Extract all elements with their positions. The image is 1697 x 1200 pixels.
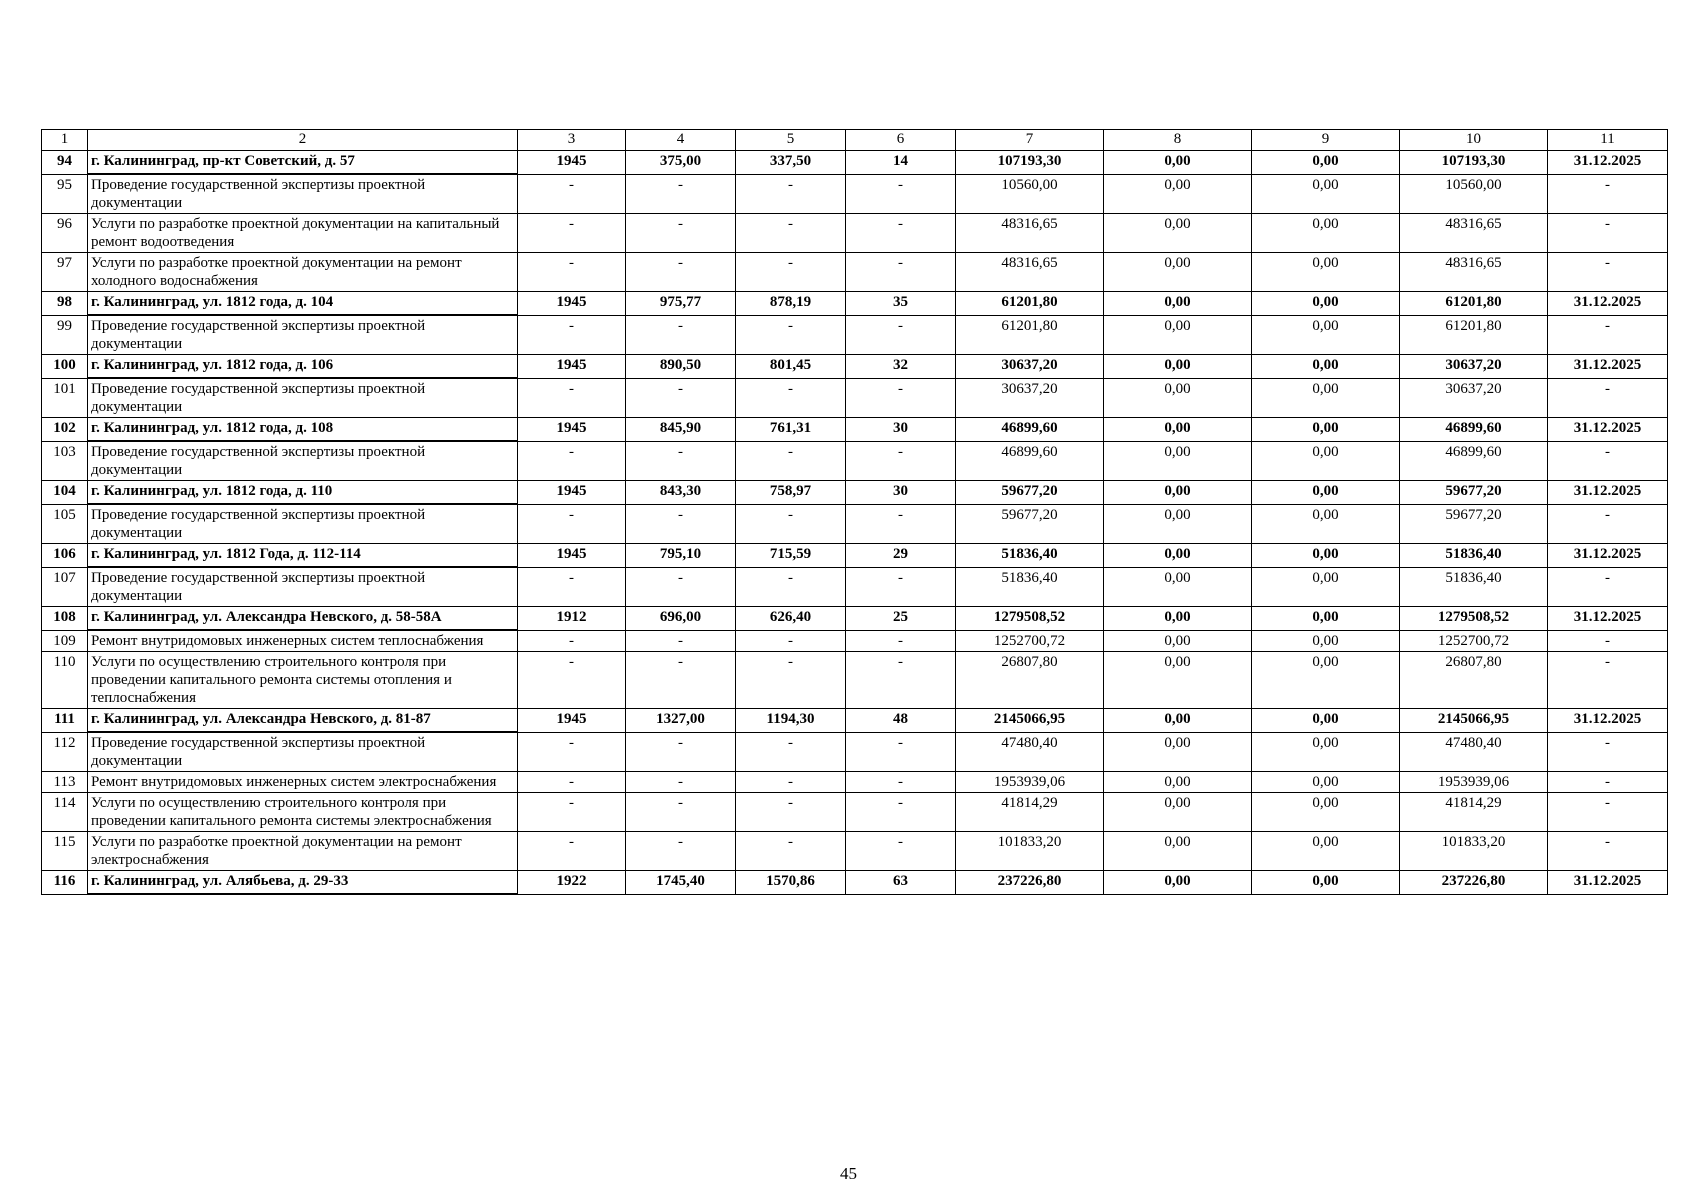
cell-area-total: 845,90	[626, 418, 736, 442]
row-number: 107	[42, 567, 88, 607]
cell-residents: 48	[846, 709, 956, 733]
cell-date: -	[1548, 793, 1668, 832]
cell-col10: 48316,65	[1400, 253, 1548, 292]
address-row	[42, 544, 1668, 568]
cell-name: Услуги по осуществлению строительного контроля при проведении капитального ремонта системы отопления и теплоснабжения	[88, 652, 518, 709]
row-number: 96	[42, 214, 88, 253]
column-number-6: 6	[846, 130, 956, 151]
cell-year: -	[518, 214, 626, 253]
cell-area-total: -	[626, 772, 736, 793]
cell-col9: 0,00	[1252, 567, 1400, 607]
cell-area-living: -	[736, 772, 846, 793]
cell-area-total: -	[626, 315, 736, 355]
row-number: 114	[42, 793, 88, 832]
cell-col8: 0,00	[1104, 355, 1252, 379]
work-row	[42, 772, 1668, 793]
row-number: 110	[42, 652, 88, 709]
cell-name: г. Калининград, ул. 1812 Года, д. 112-114	[88, 544, 518, 568]
cell-area-living: -	[736, 793, 846, 832]
cell-col10: 237226,80	[1400, 871, 1548, 895]
cell-residents: 29	[846, 544, 956, 568]
cell-year: -	[518, 652, 626, 709]
cell-area-living: 626,40	[736, 607, 846, 631]
cell-area-living: -	[736, 214, 846, 253]
cell-col10: 46899,60	[1400, 418, 1548, 442]
cell-area-living: 801,45	[736, 355, 846, 379]
cell-cost-total: 10560,00	[956, 174, 1104, 214]
cell-col9: 0,00	[1252, 544, 1400, 568]
cell-cost-total: 1279508,52	[956, 607, 1104, 631]
cell-residents: -	[846, 732, 956, 772]
cell-col9: 0,00	[1252, 481, 1400, 505]
cell-year: -	[518, 174, 626, 214]
cell-date: 31.12.2025	[1548, 292, 1668, 316]
cell-col8: 0,00	[1104, 652, 1252, 709]
cell-area-total: -	[626, 832, 736, 871]
cell-area-living: -	[736, 174, 846, 214]
cell-area-living: 1570,86	[736, 871, 846, 895]
cell-cost-total: 237226,80	[956, 871, 1104, 895]
row-number: 111	[42, 709, 88, 733]
cell-date: 31.12.2025	[1548, 871, 1668, 895]
cell-col9: 0,00	[1252, 709, 1400, 733]
cell-area-living: -	[736, 567, 846, 607]
cell-col9: 0,00	[1252, 630, 1400, 652]
column-number-1: 1	[42, 130, 88, 151]
cell-year: -	[518, 253, 626, 292]
cell-col10: 30637,20	[1400, 355, 1548, 379]
cell-area-living: -	[736, 832, 846, 871]
cell-cost-total: 51836,40	[956, 544, 1104, 568]
cell-residents: -	[846, 652, 956, 709]
cell-cost-total: 59677,20	[956, 481, 1104, 505]
cell-date: 31.12.2025	[1548, 607, 1668, 631]
row-number: 105	[42, 504, 88, 544]
repair-program-table	[41, 129, 1668, 895]
cell-col8: 0,00	[1104, 544, 1252, 568]
cell-residents: 14	[846, 151, 956, 175]
cell-residents: -	[846, 214, 956, 253]
cell-area-total: 375,00	[626, 151, 736, 175]
cell-area-living: -	[736, 378, 846, 418]
cell-residents: -	[846, 772, 956, 793]
cell-name: г. Калининград, ул. 1812 года, д. 110	[88, 481, 518, 505]
address-row	[42, 871, 1668, 895]
cell-date: -	[1548, 772, 1668, 793]
cell-date: 31.12.2025	[1548, 151, 1668, 175]
cell-col10: 10560,00	[1400, 174, 1548, 214]
cell-name: Услуги по разработке проектной документации на капитальный ремонт водоотведения	[88, 214, 518, 253]
cell-name: Услуги по разработке проектной документации на ремонт холодного водоснабжения	[88, 253, 518, 292]
cell-area-total: -	[626, 504, 736, 544]
cell-date: -	[1548, 174, 1668, 214]
cell-col10: 47480,40	[1400, 732, 1548, 772]
cell-cost-total: 101833,20	[956, 832, 1104, 871]
cell-date: -	[1548, 567, 1668, 607]
cell-cost-total: 61201,80	[956, 292, 1104, 316]
cell-cost-total: 48316,65	[956, 253, 1104, 292]
cell-col9: 0,00	[1252, 732, 1400, 772]
cell-area-total: -	[626, 174, 736, 214]
cell-area-total: -	[626, 793, 736, 832]
row-number: 102	[42, 418, 88, 442]
column-number-9: 9	[1252, 130, 1400, 151]
work-row	[42, 630, 1668, 652]
cell-area-total: 1327,00	[626, 709, 736, 733]
cell-name: Услуги по осуществлению строительного контроля при проведении капитального ремонта системы электроснабжения	[88, 793, 518, 832]
row-number: 116	[42, 871, 88, 895]
cell-residents: -	[846, 441, 956, 481]
cell-col10: 107193,30	[1400, 151, 1548, 175]
cell-date: 31.12.2025	[1548, 544, 1668, 568]
cell-area-living: -	[736, 630, 846, 652]
row-number: 97	[42, 253, 88, 292]
cell-col8: 0,00	[1104, 793, 1252, 832]
cell-col9: 0,00	[1252, 378, 1400, 418]
cell-col8: 0,00	[1104, 481, 1252, 505]
cell-area-living: 715,59	[736, 544, 846, 568]
cell-col10: 101833,20	[1400, 832, 1548, 871]
cell-col8: 0,00	[1104, 709, 1252, 733]
cell-cost-total: 46899,60	[956, 418, 1104, 442]
cell-cost-total: 59677,20	[956, 504, 1104, 544]
cell-cost-total: 48316,65	[956, 214, 1104, 253]
cell-residents: -	[846, 630, 956, 652]
cell-residents: -	[846, 315, 956, 355]
cell-col10: 61201,80	[1400, 315, 1548, 355]
cell-col8: 0,00	[1104, 630, 1252, 652]
column-number-8: 8	[1104, 130, 1252, 151]
address-row	[42, 355, 1668, 379]
cell-name: Проведение государственной экспертизы проектной документации	[88, 504, 518, 544]
cell-col9: 0,00	[1252, 607, 1400, 631]
cell-col9: 0,00	[1252, 214, 1400, 253]
column-number-11: 11	[1548, 130, 1668, 151]
cell-date: 31.12.2025	[1548, 481, 1668, 505]
cell-name: Проведение государственной экспертизы проектной документации	[88, 174, 518, 214]
cell-col9: 0,00	[1252, 292, 1400, 316]
cell-residents: 35	[846, 292, 956, 316]
cell-date: -	[1548, 652, 1668, 709]
cell-residents: -	[846, 253, 956, 292]
cell-name: Проведение государственной экспертизы проектной документации	[88, 732, 518, 772]
column-number-4: 4	[626, 130, 736, 151]
cell-col10: 51836,40	[1400, 544, 1548, 568]
cell-area-total: 843,30	[626, 481, 736, 505]
row-number: 108	[42, 607, 88, 631]
cell-col9: 0,00	[1252, 652, 1400, 709]
cell-year: -	[518, 315, 626, 355]
cell-col8: 0,00	[1104, 151, 1252, 175]
cell-col8: 0,00	[1104, 214, 1252, 253]
cell-area-total: 1745,40	[626, 871, 736, 895]
cell-col9: 0,00	[1252, 772, 1400, 793]
cell-area-total: 795,10	[626, 544, 736, 568]
column-number-3: 3	[518, 130, 626, 151]
cell-name: г. Калининград, пр-кт Советский, д. 57	[88, 151, 518, 175]
work-row	[42, 174, 1668, 214]
cell-residents: 30	[846, 481, 956, 505]
cell-col10: 2145066,95	[1400, 709, 1548, 733]
cell-col10: 26807,80	[1400, 652, 1548, 709]
cell-col8: 0,00	[1104, 441, 1252, 481]
cell-name: г. Калининград, ул. Александра Невского, д. 81-87	[88, 709, 518, 733]
row-number: 100	[42, 355, 88, 379]
row-number: 112	[42, 732, 88, 772]
cell-residents: -	[846, 567, 956, 607]
cell-col8: 0,00	[1104, 871, 1252, 895]
cell-date: -	[1548, 315, 1668, 355]
row-number: 101	[42, 378, 88, 418]
cell-col9: 0,00	[1252, 355, 1400, 379]
row-number: 94	[42, 151, 88, 175]
cell-date: 31.12.2025	[1548, 418, 1668, 442]
row-number: 98	[42, 292, 88, 316]
cell-col10: 41814,29	[1400, 793, 1548, 832]
cell-cost-total: 26807,80	[956, 652, 1104, 709]
cell-col8: 0,00	[1104, 772, 1252, 793]
cell-area-living: 878,19	[736, 292, 846, 316]
cell-year: -	[518, 378, 626, 418]
cell-residents: 30	[846, 418, 956, 442]
work-row	[42, 441, 1668, 481]
work-row	[42, 378, 1668, 418]
cell-year: 1945	[518, 355, 626, 379]
cell-area-total: -	[626, 567, 736, 607]
cell-area-living: -	[736, 652, 846, 709]
cell-year: -	[518, 504, 626, 544]
cell-col8: 0,00	[1104, 174, 1252, 214]
cell-area-total: 975,77	[626, 292, 736, 316]
work-row	[42, 315, 1668, 355]
column-number-10: 10	[1400, 130, 1548, 151]
cell-area-living: -	[736, 253, 846, 292]
cell-residents: 25	[846, 607, 956, 631]
cell-date: -	[1548, 832, 1668, 871]
cell-col10: 1279508,52	[1400, 607, 1548, 631]
cell-year: -	[518, 772, 626, 793]
row-number: 109	[42, 630, 88, 652]
cell-cost-total: 41814,29	[956, 793, 1104, 832]
cell-col10: 61201,80	[1400, 292, 1548, 316]
cell-year: -	[518, 793, 626, 832]
cell-date: -	[1548, 378, 1668, 418]
cell-col8: 0,00	[1104, 607, 1252, 631]
cell-residents: -	[846, 378, 956, 418]
cell-col10: 46899,60	[1400, 441, 1548, 481]
cell-col9: 0,00	[1252, 418, 1400, 442]
cell-date: 31.12.2025	[1548, 355, 1668, 379]
cell-col10: 1252700,72	[1400, 630, 1548, 652]
cell-year: -	[518, 630, 626, 652]
cell-col8: 0,00	[1104, 315, 1252, 355]
cell-year: 1945	[518, 418, 626, 442]
cell-area-living: -	[736, 441, 846, 481]
cell-col9: 0,00	[1252, 151, 1400, 175]
column-number-2: 2	[88, 130, 518, 151]
cell-col8: 0,00	[1104, 567, 1252, 607]
cell-cost-total: 51836,40	[956, 567, 1104, 607]
address-row	[42, 481, 1668, 505]
cell-area-total: -	[626, 253, 736, 292]
cell-col9: 0,00	[1252, 871, 1400, 895]
cell-name: г. Калининград, ул. Александра Невского, д. 58-58А	[88, 607, 518, 631]
cell-area-total: -	[626, 652, 736, 709]
cell-col8: 0,00	[1104, 292, 1252, 316]
cell-area-living: -	[736, 315, 846, 355]
page-number: 45	[840, 1164, 857, 1183]
address-row	[42, 418, 1668, 442]
cell-cost-total: 2145066,95	[956, 709, 1104, 733]
cell-year: 1945	[518, 292, 626, 316]
cell-col10: 59677,20	[1400, 504, 1548, 544]
cell-col10: 48316,65	[1400, 214, 1548, 253]
cell-name: Ремонт внутридомовых инженерных систем электроснабжения	[88, 772, 518, 793]
cell-residents: 63	[846, 871, 956, 895]
cell-date: -	[1548, 441, 1668, 481]
cell-cost-total: 30637,20	[956, 355, 1104, 379]
cell-residents: -	[846, 832, 956, 871]
cell-cost-total: 1953939,06	[956, 772, 1104, 793]
cell-year: 1945	[518, 151, 626, 175]
cell-date: -	[1548, 253, 1668, 292]
cell-year: -	[518, 832, 626, 871]
cell-cost-total: 47480,40	[956, 732, 1104, 772]
cell-year: -	[518, 441, 626, 481]
row-number: 103	[42, 441, 88, 481]
cell-cost-total: 1252700,72	[956, 630, 1104, 652]
row-number: 106	[42, 544, 88, 568]
cell-col9: 0,00	[1252, 315, 1400, 355]
row-number: 95	[42, 174, 88, 214]
cell-name: Проведение государственной экспертизы проектной документации	[88, 315, 518, 355]
work-row	[42, 253, 1668, 292]
cell-col9: 0,00	[1252, 174, 1400, 214]
cell-cost-total: 61201,80	[956, 315, 1104, 355]
cell-col8: 0,00	[1104, 418, 1252, 442]
cell-year: 1945	[518, 481, 626, 505]
cell-col10: 51836,40	[1400, 567, 1548, 607]
work-row	[42, 504, 1668, 544]
cell-name: Проведение государственной экспертизы проектной документации	[88, 567, 518, 607]
address-row	[42, 709, 1668, 733]
cell-date: 31.12.2025	[1548, 709, 1668, 733]
cell-year: -	[518, 567, 626, 607]
cell-area-total: -	[626, 732, 736, 772]
cell-date: -	[1548, 214, 1668, 253]
column-number-header-row	[42, 130, 1668, 151]
cell-year: 1912	[518, 607, 626, 631]
row-number: 99	[42, 315, 88, 355]
cell-name: Ремонт внутридомовых инженерных систем теплоснабжения	[88, 630, 518, 652]
cell-name: г. Калининград, ул. 1812 года, д. 108	[88, 418, 518, 442]
row-number: 115	[42, 832, 88, 871]
cell-area-total: -	[626, 378, 736, 418]
cell-area-living: 337,50	[736, 151, 846, 175]
cell-date: -	[1548, 504, 1668, 544]
column-number-7: 7	[956, 130, 1104, 151]
cell-area-total: 696,00	[626, 607, 736, 631]
cell-name: г. Калининград, ул. Алябьева, д. 29-33	[88, 871, 518, 895]
cell-area-total: -	[626, 214, 736, 253]
address-row	[42, 292, 1668, 316]
cell-year: -	[518, 732, 626, 772]
cell-area-living: 1194,30	[736, 709, 846, 733]
cell-area-living: 761,31	[736, 418, 846, 442]
cell-area-total: 890,50	[626, 355, 736, 379]
cell-area-total: -	[626, 441, 736, 481]
cell-col9: 0,00	[1252, 441, 1400, 481]
cell-name: г. Калининград, ул. 1812 года, д. 104	[88, 292, 518, 316]
cell-year: 1945	[518, 544, 626, 568]
cell-col8: 0,00	[1104, 504, 1252, 544]
cell-col8: 0,00	[1104, 832, 1252, 871]
cell-name: Услуги по разработке проектной документации на ремонт электроснабжения	[88, 832, 518, 871]
work-row	[42, 832, 1668, 871]
cell-area-living: 758,97	[736, 481, 846, 505]
work-row	[42, 732, 1668, 772]
cell-area-living: -	[736, 732, 846, 772]
cell-col9: 0,00	[1252, 832, 1400, 871]
address-row	[42, 151, 1668, 175]
cell-area-living: -	[736, 504, 846, 544]
cell-residents: 32	[846, 355, 956, 379]
cell-cost-total: 46899,60	[956, 441, 1104, 481]
cell-cost-total: 30637,20	[956, 378, 1104, 418]
cell-col10: 59677,20	[1400, 481, 1548, 505]
table-body	[42, 130, 1668, 895]
cell-col8: 0,00	[1104, 253, 1252, 292]
cell-area-total: -	[626, 630, 736, 652]
cell-residents: -	[846, 504, 956, 544]
cell-col9: 0,00	[1252, 793, 1400, 832]
cell-date: -	[1548, 630, 1668, 652]
cell-col10: 1953939,06	[1400, 772, 1548, 793]
cell-residents: -	[846, 174, 956, 214]
cell-cost-total: 107193,30	[956, 151, 1104, 175]
work-row	[42, 793, 1668, 832]
cell-col9: 0,00	[1252, 504, 1400, 544]
cell-name: Проведение государственной экспертизы проектной документации	[88, 441, 518, 481]
work-row	[42, 214, 1668, 253]
cell-name: г. Калининград, ул. 1812 года, д. 106	[88, 355, 518, 379]
cell-residents: -	[846, 793, 956, 832]
cell-col10: 30637,20	[1400, 378, 1548, 418]
row-number: 104	[42, 481, 88, 505]
work-row	[42, 567, 1668, 607]
cell-col9: 0,00	[1252, 253, 1400, 292]
cell-year: 1945	[518, 709, 626, 733]
work-row	[42, 652, 1668, 709]
cell-date: -	[1548, 732, 1668, 772]
address-row	[42, 607, 1668, 631]
cell-name: Проведение государственной экспертизы проектной документации	[88, 378, 518, 418]
row-number: 113	[42, 772, 88, 793]
cell-col8: 0,00	[1104, 732, 1252, 772]
cell-year: 1922	[518, 871, 626, 895]
cell-col8: 0,00	[1104, 378, 1252, 418]
column-number-5: 5	[736, 130, 846, 151]
